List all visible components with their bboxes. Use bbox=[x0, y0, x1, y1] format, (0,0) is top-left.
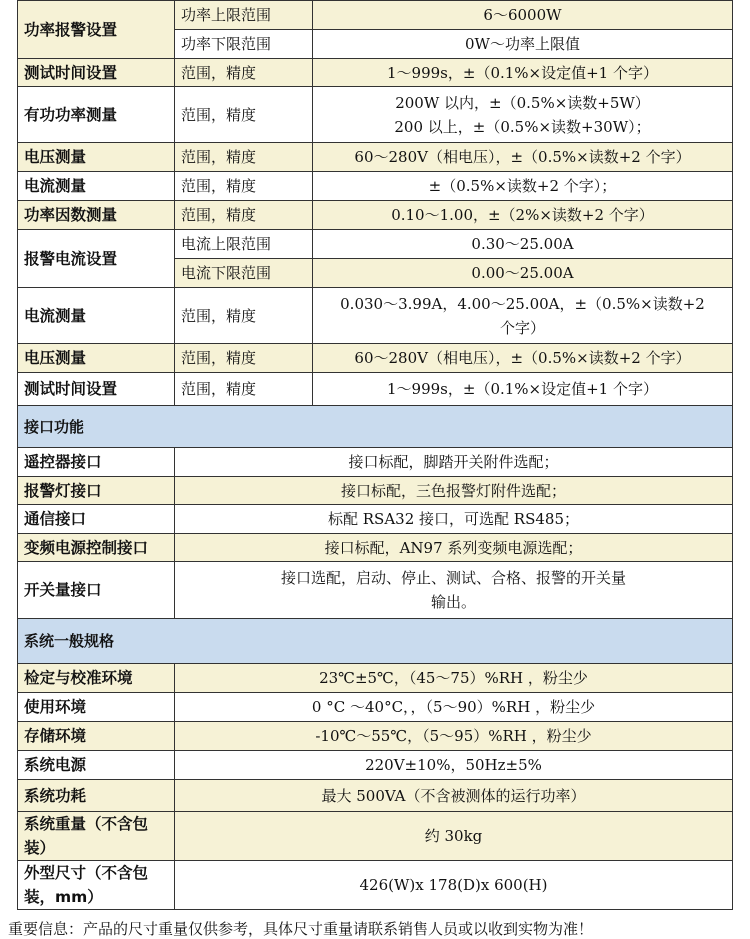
row-sublabel: 范围，精度 bbox=[175, 87, 313, 143]
row-value: 60～280V（相电压），±（0.5%×读数+2 个字） bbox=[313, 143, 733, 172]
table-row bbox=[18, 861, 733, 910]
row-label: 有功功率测量 bbox=[18, 87, 175, 143]
row-sublabel: 功率下限范围 bbox=[175, 30, 313, 59]
section-header bbox=[18, 619, 733, 664]
row-value: ±（0.5%×读数+2 个字）； bbox=[313, 172, 733, 201]
row-label: 电压测量 bbox=[18, 143, 175, 172]
row-label: 变频电源控制接口 bbox=[18, 534, 175, 562]
row-value bbox=[313, 87, 733, 143]
row-value: 最大 500VA（不含被测体的运行功率） bbox=[175, 780, 733, 812]
table-row bbox=[18, 562, 733, 619]
value-line: 0.030～3.99A，4.00～25.00A，±（0.5%×读数+2 bbox=[340, 294, 705, 313]
table-row bbox=[18, 87, 733, 143]
row-value: 0.30～25.00A bbox=[313, 230, 733, 259]
row-label: 测试时间设置 bbox=[18, 59, 175, 87]
table-row bbox=[18, 693, 733, 722]
section-title: 系统一般规格 bbox=[18, 619, 733, 664]
row-value: 6～6000W bbox=[313, 1, 733, 30]
row-label: 使用环境 bbox=[18, 693, 175, 722]
value-line: 200 以上，±（0.5%×读数+30W）； bbox=[394, 117, 651, 136]
row-label: 电流测量 bbox=[18, 288, 175, 344]
table-row bbox=[18, 201, 733, 230]
row-sublabel: 范围，精度 bbox=[175, 172, 313, 201]
row-label: 通信接口 bbox=[18, 505, 175, 534]
footer-note: 重要信息：产品的尺寸重量仅供参考，具体尺寸重量请联系销售人员或以收到实物为准！ bbox=[8, 920, 594, 938]
table-row bbox=[18, 448, 733, 477]
row-value: 426(W)x 178(D)x 600(H) bbox=[175, 861, 733, 910]
row-value: 0.10～1.00，±（2%×读数+2 个字） bbox=[313, 201, 733, 230]
row-value: 0.00～25.00A bbox=[313, 259, 733, 288]
row-label: 功率因数测量 bbox=[18, 201, 175, 230]
row-sublabel: 功率上限范围 bbox=[175, 1, 313, 30]
section-header bbox=[18, 406, 733, 448]
row-label: 系统功耗 bbox=[18, 780, 175, 812]
row-label: 遥控器接口 bbox=[18, 448, 175, 477]
table-row bbox=[18, 812, 733, 861]
row-value: 接口标配，脚踏开关附件选配； bbox=[175, 448, 733, 477]
row-value bbox=[175, 562, 733, 619]
row-label: 检定与校准环境 bbox=[18, 664, 175, 693]
row-label: 电压测量 bbox=[18, 344, 175, 373]
row-value: 0W～功率上限值 bbox=[313, 30, 733, 59]
row-value: 0 °C ～40°C，，（5～90）%RH ，粉尘少 bbox=[175, 693, 733, 722]
value-line: 个字） bbox=[499, 318, 545, 337]
value-line: 输出。 bbox=[430, 593, 476, 611]
table-row bbox=[18, 344, 733, 373]
table-row bbox=[18, 230, 733, 259]
row-label: 报警灯接口 bbox=[18, 477, 175, 505]
table-row bbox=[18, 534, 733, 562]
row-label: 系统电源 bbox=[18, 751, 175, 780]
value-line: 接口选配，启动、停止、测试、合格、报警的开关量 bbox=[280, 569, 626, 587]
row-label: 报警电流设置 bbox=[18, 230, 175, 288]
row-label: 电流测量 bbox=[18, 172, 175, 201]
table-row bbox=[18, 373, 733, 406]
row-sublabel: 范围，精度 bbox=[175, 201, 313, 230]
row-sublabel: 范围，精度 bbox=[175, 344, 313, 373]
row-value: -10℃～55℃，（5～95）%RH ，粉尘少 bbox=[175, 722, 733, 751]
row-label: 开关量接口 bbox=[18, 562, 175, 619]
row-value: 220V±10%，50Hz±5% bbox=[175, 751, 733, 780]
row-value: 约 30kg bbox=[175, 812, 733, 861]
row-sublabel: 范围，精度 bbox=[175, 143, 313, 172]
table-row bbox=[18, 722, 733, 751]
row-label: 测试时间设置 bbox=[18, 373, 175, 406]
row-value: 接口标配，三色报警灯附件选配； bbox=[175, 477, 733, 505]
table-row bbox=[18, 505, 733, 534]
table-row bbox=[18, 477, 733, 505]
row-value bbox=[313, 288, 733, 344]
row-sublabel: 范围，精度 bbox=[175, 373, 313, 406]
row-value: 1～999s，±（0.1%×设定值+1 个字） bbox=[313, 373, 733, 406]
table-row bbox=[18, 664, 733, 693]
section-title: 接口功能 bbox=[18, 406, 733, 448]
row-value: 接口标配，AN97 系列变频电源选配； bbox=[175, 534, 733, 562]
value-line: 200W 以内，±（0.5%×读数+5W） bbox=[395, 93, 650, 112]
table-row bbox=[18, 59, 733, 87]
row-label: 功率报警设置 bbox=[18, 1, 175, 59]
table-row bbox=[18, 172, 733, 201]
row-value: 60～280V（相电压），±（0.5%×读数+2 个字） bbox=[313, 344, 733, 373]
row-value: 标配 RSA32 接口，可选配 RS485； bbox=[175, 505, 733, 534]
row-value: 1～999s，±（0.1%×设定值+1 个字） bbox=[313, 59, 733, 87]
row-sublabel: 范围，精度 bbox=[175, 59, 313, 87]
row-label: 系统重量（不含包装） bbox=[18, 812, 175, 861]
table-row bbox=[18, 1, 733, 30]
table-row bbox=[18, 288, 733, 344]
row-sublabel: 电流下限范围 bbox=[175, 259, 313, 288]
row-value: 23℃±5℃，（45～75）%RH ，粉尘少 bbox=[175, 664, 733, 693]
row-sublabel: 电流上限范围 bbox=[175, 230, 313, 259]
table-row bbox=[18, 780, 733, 812]
spec-table bbox=[17, 0, 733, 910]
row-label: 存储环境 bbox=[18, 722, 175, 751]
row-sublabel: 范围，精度 bbox=[175, 288, 313, 344]
row-label: 外型尺寸（不含包装，mm） bbox=[18, 861, 175, 910]
table-row bbox=[18, 751, 733, 780]
table-row bbox=[18, 143, 733, 172]
